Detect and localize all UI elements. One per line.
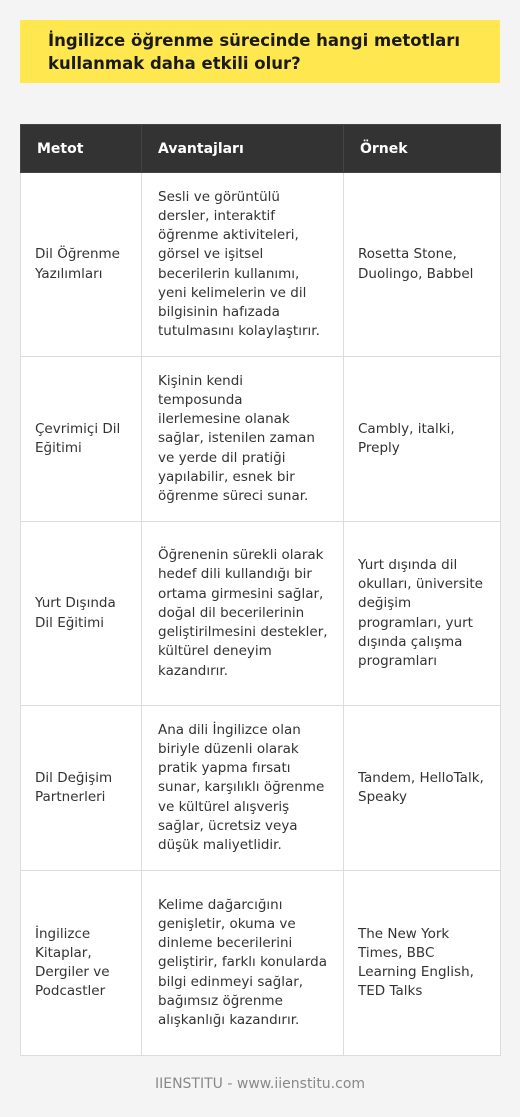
method-cell: Çevrimiçi Dil Eğitimi (21, 357, 142, 522)
page-title: İngilizce öğrenme sürecinde hangi metotları kullanmak daha etkili olur? (48, 31, 461, 73)
advantages-cell: Kişinin kendi temposunda ilerlemesine olanak sağlar, istenilen zaman ve yerde dil pratiği yapılabilir, esnek bir öğrenme süreci sunar. (142, 357, 344, 522)
table-row (21, 357, 501, 522)
method-cell: Dil Öğrenme Yazılımları (21, 173, 142, 357)
method-cell: Yurt Dışında Dil Eğitimi (21, 522, 142, 706)
advantages-cell: Kelime dağarcığını genişletir, okuma ve dinleme becerilerini geliştirir, farklı konularda bilgi edinmeyi sağlar, bağımsız öğrenme alışkanlığı kazandırır. (142, 871, 344, 1056)
method-cell: İngilizce Kitaplar, Dergiler ve Podcastler (21, 871, 142, 1056)
advantages-cell: Sesli ve görüntülü dersler, interaktif öğrenme aktiviteleri, görsel ve işitsel becerilerin kullanımı, yeni kelimelerin ve dil bilgisinin hafızada tutulmasını kolaylaştırır. (142, 173, 344, 357)
example-cell: Yurt dışında dil okulları, üniversite değişim programları, yurt dışında çalışma programları (344, 522, 501, 706)
example-cell: Cambly, italki, Preply (344, 357, 501, 522)
header-example: Örnek (344, 125, 501, 173)
example-cell: The New York Times, BBC Learning English, TED Talks (344, 871, 501, 1056)
footer-credit: IIENSTITU - www.iienstitu.com (154, 1076, 366, 1092)
advantages-cell: Ana dili İngilizce olan biriyle düzenli olarak pratik yapma fırsatı sunar, karşılıklı öğrenme ve kültürel alışveriş sağlar, ücretsiz veya düşük maliyetlidir. (142, 706, 344, 871)
example-cell: Tandem, HelloTalk, Speaky (344, 706, 501, 871)
header-advantages: Avantajları (142, 125, 344, 173)
methods-table (20, 124, 501, 1056)
title-box (20, 20, 500, 83)
header-method: Metot (21, 125, 142, 173)
table-row (21, 706, 501, 871)
method-cell: Dil Değişim Partnerleri (21, 706, 142, 871)
table-row (21, 173, 501, 357)
advantages-cell: Öğrenenin sürekli olarak hedef dili kullandığı bir ortama girmesini sağlar, doğal dil becerilerinin geliştirilmesini destekler, kültürel deneyim kazandırır. (142, 522, 344, 706)
example-cell: Rosetta Stone, Duolingo, Babbel (344, 173, 501, 357)
table-row (21, 522, 501, 706)
table-header-row (21, 125, 501, 173)
table-row (21, 871, 501, 1056)
